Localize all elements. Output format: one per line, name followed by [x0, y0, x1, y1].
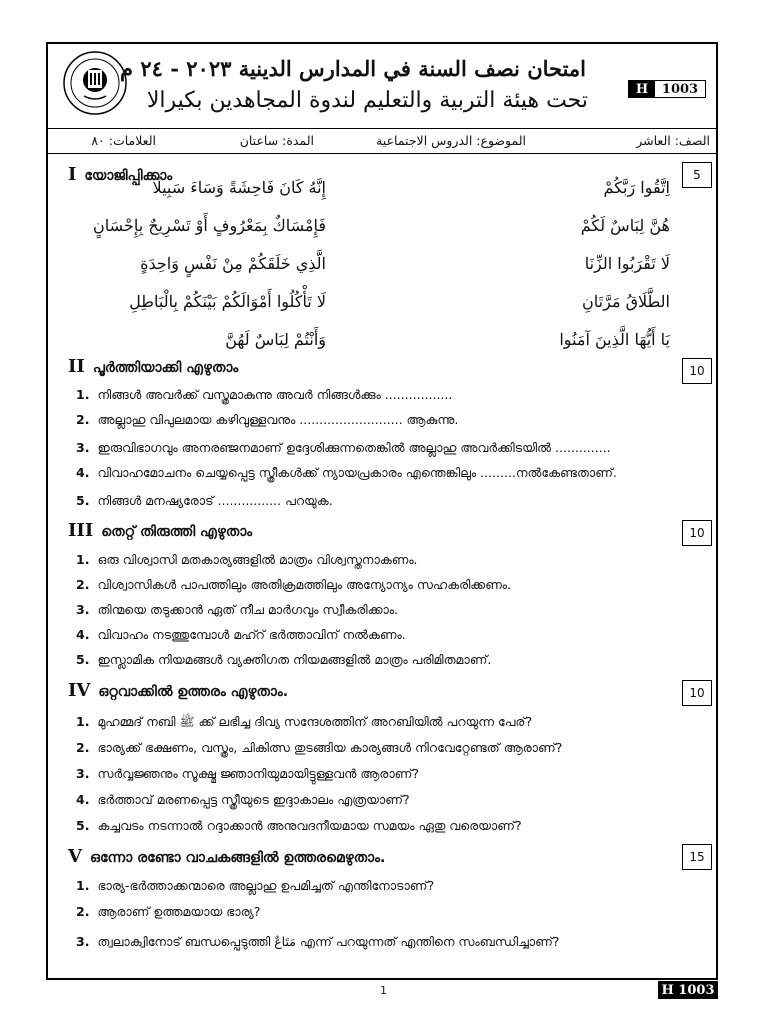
question-item: 1. മുഹമ്മദ് നബി ﷺ ക്ക് ലഭിച്ച ദിവ്യ സന്ദേശത്തിന് അറബിയിൽ പറയുന്ന പേര്? [76, 714, 533, 729]
marks-label: العلامات: ٨٠ [91, 133, 156, 148]
exam-header [48, 44, 716, 128]
exam-meta-row [48, 128, 716, 154]
section-2-marks: 10 [682, 358, 712, 384]
section-title: ഒറ്റവാക്കിൽ ഉത്തരം എഴുതാം. [98, 684, 289, 700]
section-4-marks: 10 [682, 680, 712, 706]
section-3-marks: 10 [682, 520, 712, 546]
section-1-marks: 5 [682, 162, 712, 188]
question-item: 2. അല്ലാഹു വിപുലമായ കഴിവുള്ളവനും .......................... ആകുന്നു. [76, 412, 459, 427]
section-5-heading: V ഒന്നോ രണ്ടോ വാചകങ്ങളിൽ ഉത്തരമെഴുതാം. [68, 846, 386, 867]
question-item: 3. തിന്മയെ തടുക്കാൻ ഏത് നീച മാർഗവും സ്വീകരിക്കാം. [76, 602, 399, 617]
match-left-1: إِنَّهُ كَانَ فَاحِشَةً وَسَاءَ سَبِيلًا [152, 178, 326, 197]
section-title: പൂർത്തിയാക്കി എഴുതാം [92, 360, 239, 376]
section-title: തെറ്റ് തിരുത്തി എഴുതാം [101, 524, 253, 540]
question-item: 5. ഇസ്ലാമിക നിയമങ്ങൾ വ്യക്തിഗത നിയമങ്ങളിൽ മാത്രം പരിമിതമാണ്. [76, 652, 492, 667]
question-item: 3. ത്വലാക്വിനോട് ബന്ധപ്പെടുത്തി مَتَاعٌ എന്ന് പറയുന്നത് എന്തിനെ സംബന്ധിച്ചാണ്? [76, 934, 560, 949]
section-5-marks: 15 [682, 844, 712, 870]
match-right-5: يَا أَيُّهَا الَّذِينَ آمَنُوا [559, 330, 670, 349]
match-left-2: فَإِمْسَاكٌ بِمَعْرُوفٍ أَوْ تَسْرِيحٌ بِإِحْسَانٍ [93, 216, 326, 235]
paper-code-letter: H [629, 81, 655, 97]
match-left-3: الَّذِي خَلَقَكُمْ مِنْ نَفْسٍ وَاحِدَةٍ [140, 254, 326, 273]
match-right-1: اِتَّقُوا رَبَّكُمْ [603, 178, 670, 197]
match-right-3: لَا تَقْرَبُوا الزِّنَا [584, 254, 670, 273]
section-4-heading: IV ഒറ്റവാക്കിൽ ഉത്തരം എഴുതാം. [68, 680, 289, 701]
duration-label: المدة: ساعتان [239, 133, 314, 148]
match-right-4: الطَّلَاقُ مَرَّتَانِ [582, 292, 670, 311]
paper-code-number: 1003 [661, 81, 699, 97]
question-item: 4. ഭർത്താവ് മരണപ്പെട്ട സ്ത്രീയുടെ ഇദ്ദാകാലം എത്രയാണ്? [76, 792, 410, 807]
exam-subtitle: تحت هيئة التربية والتعليم لندوة المجاهدين بكيرالا [146, 88, 588, 113]
question-item: 3. സർവ്വജ്ഞനും സൂക്ഷ്മ ജ്ഞാനിയുമായിട്ടുള്ളവൻ ആരാണ്? [76, 766, 419, 781]
match-right-2: هُنَّ لِبَاسٌ لَكُمْ [580, 216, 670, 235]
match-left-4: لَا تَأْكُلُوا أَمْوَالَكُمْ بَيْنَكُمْ بِالْبَاطِلِ [129, 292, 326, 311]
exam-frame [46, 42, 718, 980]
page-number: 1 [380, 984, 387, 997]
question-item: 1. ഭാര്യ-ഭർത്താക്കന്മാരെ അല്ലാഹു ഉപമിച്ചത് എന്തിനോടാണ്? [76, 878, 435, 893]
question-item: 4. വിവാഹമോചനം ചെയ്യപ്പെട്ട സ്ത്രീകൾക്ക് ന്യായപ്രകാരം എന്തെങ്കിലും .........നൽകേണ്ടതാണ്. [76, 465, 617, 480]
question-item: 5. കച്ചവടം നടന്നാൽ റദ്ദാക്കാൻ അനുവദനീയമായ സമയം ഏതു വരെയാണ്? [76, 818, 522, 833]
organization-logo [62, 50, 128, 116]
question-item: 4. വിവാഹം നടത്തുമ്പോൾ മഹ്റ് ഭർത്താവിന് നൽകണം. [76, 627, 406, 642]
section-3-heading: III തെറ്റ് തിരുത്തി എഴുതാം [68, 520, 253, 541]
section-1-heading: I യോജിപ്പിക്കാം [68, 164, 173, 185]
question-item: 2. വിശ്വാസികൾ പാപത്തിലും അതിക്രമത്തിലും അന്യോന്യം സഹകരിക്കണം. [76, 577, 511, 592]
question-item: 3. ഇരുവിഭാഗവും അനരഞ്ജനമാണ് ഉദ്ദേശിക്കുന്നതെങ്കിൽ അല്ലാഹു അവർക്കിടയിൽ .............. [76, 440, 611, 455]
subject-label: الموضوع: الدروس الاجتماعية [376, 133, 526, 148]
section-title: യോജിപ്പിക്കാം [84, 168, 173, 184]
question-item: 2. ആരാണ് ഉത്തമയായ ഭാര്യ? [76, 904, 261, 919]
section-2-heading: II പൂർത്തിയാക്കി എഴുതാം [68, 356, 239, 377]
paper-code-box [628, 80, 706, 98]
question-item: 1. ഒരു വിശ്വാസി മതകാര്യങ്ങളിൽ മാത്രം വിശ്വസ്തനാകണം. [76, 552, 418, 567]
exam-title: امتحان نصف السنة في المدارس الدينية ٢٠٢٣ - ٢٤ م [120, 56, 586, 81]
match-left-5: وَأَنْتُمْ لِبَاسٌ لَهُنَّ [225, 330, 326, 349]
question-item: 1. നിങ്ങൾ അവർക്ക് വസ്ത്രമാകുന്നു അവർ നിങ്ങൾക്കും ................. [76, 387, 453, 402]
class-label: الصف: العاشر [636, 133, 710, 148]
section-title: ഒന്നോ രണ്ടോ വാചകങ്ങളിൽ ഉത്തരമെഴുതാം. [89, 850, 386, 866]
question-item: 5. നിങ്ങൾ മനഷ്യരോട് ................ പറയുക. [76, 493, 333, 508]
footer-paper-code: H 1003 [658, 981, 718, 999]
question-item: 2. ഭാര്യക്ക് ഭക്ഷണം, വസ്ത്രം, ചികിത്സ തുടങ്ങിയ കാര്യങ്ങൾ നിറവേറ്റേണ്ടത് ആരാണ്? [76, 740, 563, 755]
